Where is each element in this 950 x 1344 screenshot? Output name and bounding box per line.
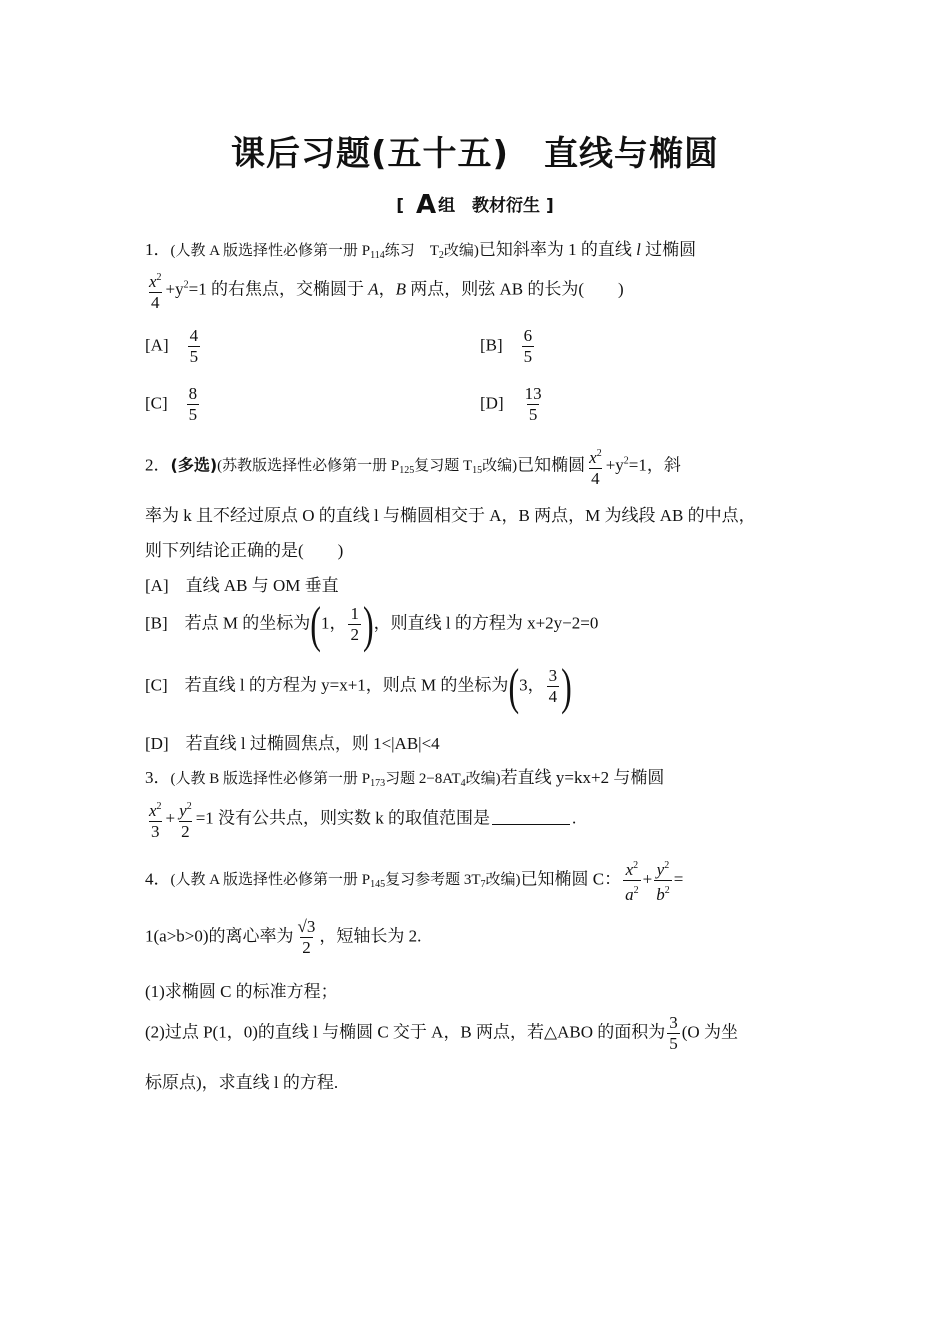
q3-line1: 3．(人教 B 版选择性必修第一册 $P_{173}$习题 $2-8AT_4$改编)若直线 y=kx+2 与椭圆 — [145, 768, 665, 789]
q4-part2: (2)过点 P(1，0)的直线 l 与椭圆 C 交于 A，B 两点，若△ABO 的面积为 $\frac{3}{5}$ (O 为坐 — [145, 1013, 738, 1053]
q1-source: (人教 A 版选择性必修第一册 $P_{114}$练习 $T_2$改编) — [170, 243, 479, 261]
q2-option-a: [A] 直线 AB 与 OM 垂直 — [145, 576, 339, 595]
bracket-left: [ — [396, 196, 405, 216]
q4-line1: 4．(人教 A 版选择性必修第一册 $P_{145}$复习参考题 $3T_7$改编)已知椭圆 C： $\frac{x^2}{a^2}$ + $\frac{y^2}{b^2}$ = — [145, 860, 684, 904]
q4-part1: (1)求椭圆 C 的标准方程； — [145, 982, 338, 1001]
q1-ellipse-fraction: $\frac{x^2}{4}$ — [149, 272, 162, 312]
q2-option-d: [D] 若直线 l 过椭圆焦点，则 1<|AB|<4 — [145, 734, 440, 753]
q1-number: 1． — [145, 240, 171, 259]
q2-line2: 率为 k 且不经过原点 O 的直线 l 与椭圆相交于 A，B 两点，M 为线段 AB 的中点， — [145, 506, 756, 525]
q3-line2: $\frac{x^2}{3}$ + $\frac{y^2}{2}$ =1 没有公共点，则实数 k 的取值范围是 . — [149, 801, 577, 841]
q2-option-b: [B] 若点 M 的坐标为(1， $\frac{1}{2}$ )，则直线 l 的方程为 x+2y−2=0 — [145, 594, 599, 653]
q1-line2: $\frac{x^2}{4}$ $+y^2=1$ 的右焦点，交椭圆于 A，B 两点，则弦 AB 的长为( ) — [145, 268, 624, 313]
group-letter: A — [415, 190, 437, 220]
q2-multi-tag: (多选) — [170, 455, 218, 475]
q2-line3: 则下列结论正确的是( ) — [145, 541, 344, 560]
group-label: 组 教材衍生 — [438, 196, 541, 216]
q2-option-c: [C] 若直线 l 的方程为 y=x+1，则点 M 的坐标为(3， $\frac{3}{4}$ ) — [145, 656, 572, 715]
q4-line2: 1(a>b>0)的离心率为 $\frac{√3}{2}$ ，短轴长为 2. — [145, 917, 422, 957]
q1-option-d: [D] $\frac{13}{5}$ — [480, 384, 542, 424]
q2-line1: 2．(多选)(苏教版选择性必修第一册 $P_{125}$复习题 $T_{15}$改编)已知椭圆 $\frac{x^2}{4}$ $+y^2=1$，斜 — [145, 448, 681, 488]
q3-answer-blank[interactable] — [492, 824, 570, 825]
q1-option-c: [C] $\frac{8}{5}$ — [145, 384, 198, 424]
q1-line1: 1．(人教 A 版选择性必修第一册 $P_{114}$练习 $T_2$改编)已知斜率为 1 的直线 l 过椭圆 — [145, 240, 697, 261]
group-header — [0, 190, 950, 220]
page-title: 课后习题(五十五) 直线与椭圆 — [230, 134, 720, 174]
q1-option-a: [A] $\frac{4}{5}$ — [145, 326, 199, 366]
bracket-right: ] — [545, 196, 554, 216]
q1-text: 已知斜率为 1 的直线 — [478, 240, 637, 259]
q1-option-b: [B] $\frac{6}{5}$ — [480, 326, 533, 366]
q4-part2-cont: 标原点)，求直线 l 的方程. — [145, 1073, 339, 1092]
